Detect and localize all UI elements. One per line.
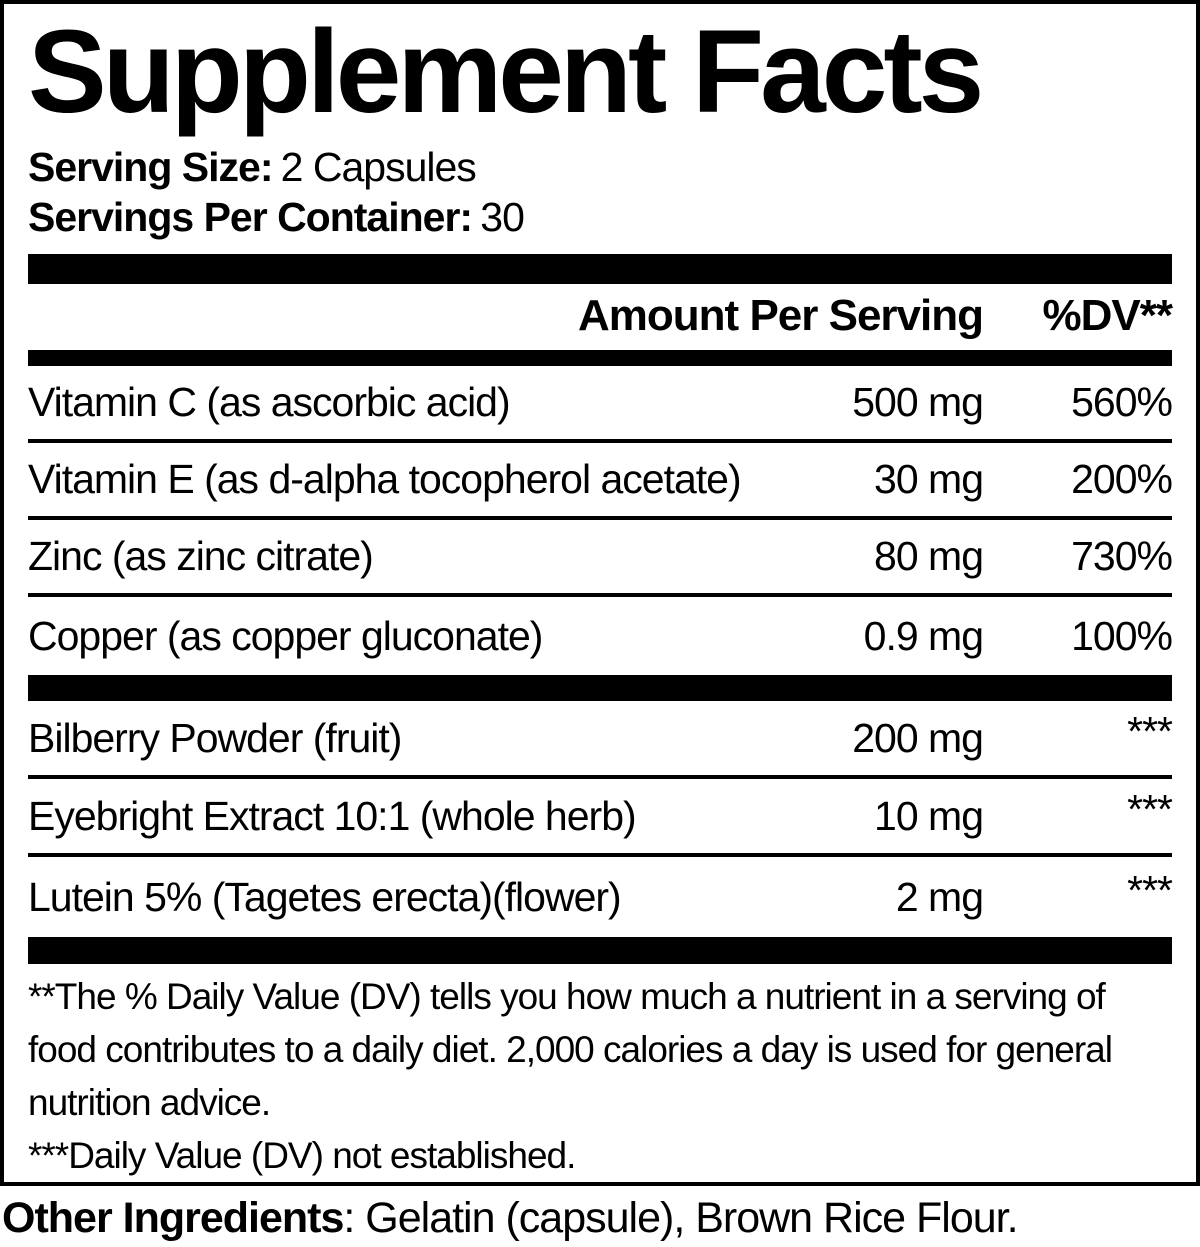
nutrient-amount: 500 mg — [852, 379, 983, 425]
nutrient-amount: 80 mg — [874, 533, 983, 579]
nutrient-amount: 0.9 mg — [863, 612, 983, 659]
other-ingredients-line — [2, 1194, 1018, 1243]
servings-per-container-line — [28, 192, 1172, 242]
nutrient-dv-not-established: *** — [1127, 866, 1172, 913]
amount-per-serving-header: Amount Per Serving — [578, 291, 983, 340]
serving-size-label: Serving Size: — [28, 144, 273, 190]
nutrient-name: Vitamin E (as d-alpha tocopherol acetate) — [28, 456, 741, 502]
nutrient-amount: 10 mg — [874, 792, 983, 839]
serving-size-line — [28, 142, 1172, 192]
servings-per-container-value: 30 — [480, 194, 524, 240]
table-row — [28, 366, 1172, 443]
footnotes — [28, 964, 1172, 1182]
table-header-row — [28, 284, 1172, 350]
serving-size-value: 2 Capsules — [280, 144, 476, 190]
percent-dv-header: %DV** — [1042, 291, 1172, 340]
page-title: Supplement Facts — [28, 6, 981, 138]
nutrient-dv: 560% — [1071, 379, 1172, 425]
daily-value-footnote: **The % Daily Value (DV) tells you how much a nutrient in a serving of food contributes to a daily diet. 2,000 calories a day is used for general nutrition advice. — [28, 976, 1112, 1123]
table-row — [28, 597, 1172, 675]
nutrient-name: Bilberry Powder (fruit) — [28, 714, 402, 761]
nutrient-dv-not-established: *** — [1127, 785, 1172, 832]
separator-bar-middle — [28, 675, 1172, 701]
separator-bar-header — [28, 350, 1172, 366]
table-row — [28, 443, 1172, 520]
nutrient-name: Vitamin C (as ascorbic acid) — [28, 379, 510, 425]
nutrient-dv: 100% — [1071, 612, 1172, 659]
nutrient-dv: 730% — [1071, 533, 1172, 579]
nutrient-name: Zinc (as zinc citrate) — [28, 533, 373, 579]
nutrient-amount: 2 mg — [895, 873, 983, 920]
nutrient-dv: 200% — [1071, 456, 1172, 502]
not-established-footnote: ***Daily Value (DV) not established. — [28, 1135, 576, 1176]
table-row — [28, 701, 1172, 779]
servings-per-container-label: Servings Per Container: — [28, 194, 473, 240]
nutrient-amount: 30 mg — [874, 456, 983, 502]
other-ingredients-label: Other Ingredients — [2, 1194, 344, 1242]
nutrient-dv-not-established: *** — [1127, 707, 1172, 754]
serving-info — [28, 142, 1172, 242]
table-row — [28, 779, 1172, 857]
separator-bar-top — [28, 254, 1172, 284]
nutrient-name: Eyebright Extract 10:1 (whole herb) — [28, 792, 636, 839]
separator-bar-bottom — [28, 937, 1172, 964]
table-row — [28, 520, 1172, 597]
table-row — [28, 857, 1172, 937]
other-ingredients-value: : Gelatin (capsule), Brown Rice Flour. — [343, 1194, 1018, 1242]
nutrient-name: Lutein 5% (Tagetes erecta)(flower) — [28, 873, 621, 920]
nutrient-amount: 200 mg — [852, 714, 983, 761]
nutrient-name: Copper (as copper gluconate) — [28, 612, 543, 659]
